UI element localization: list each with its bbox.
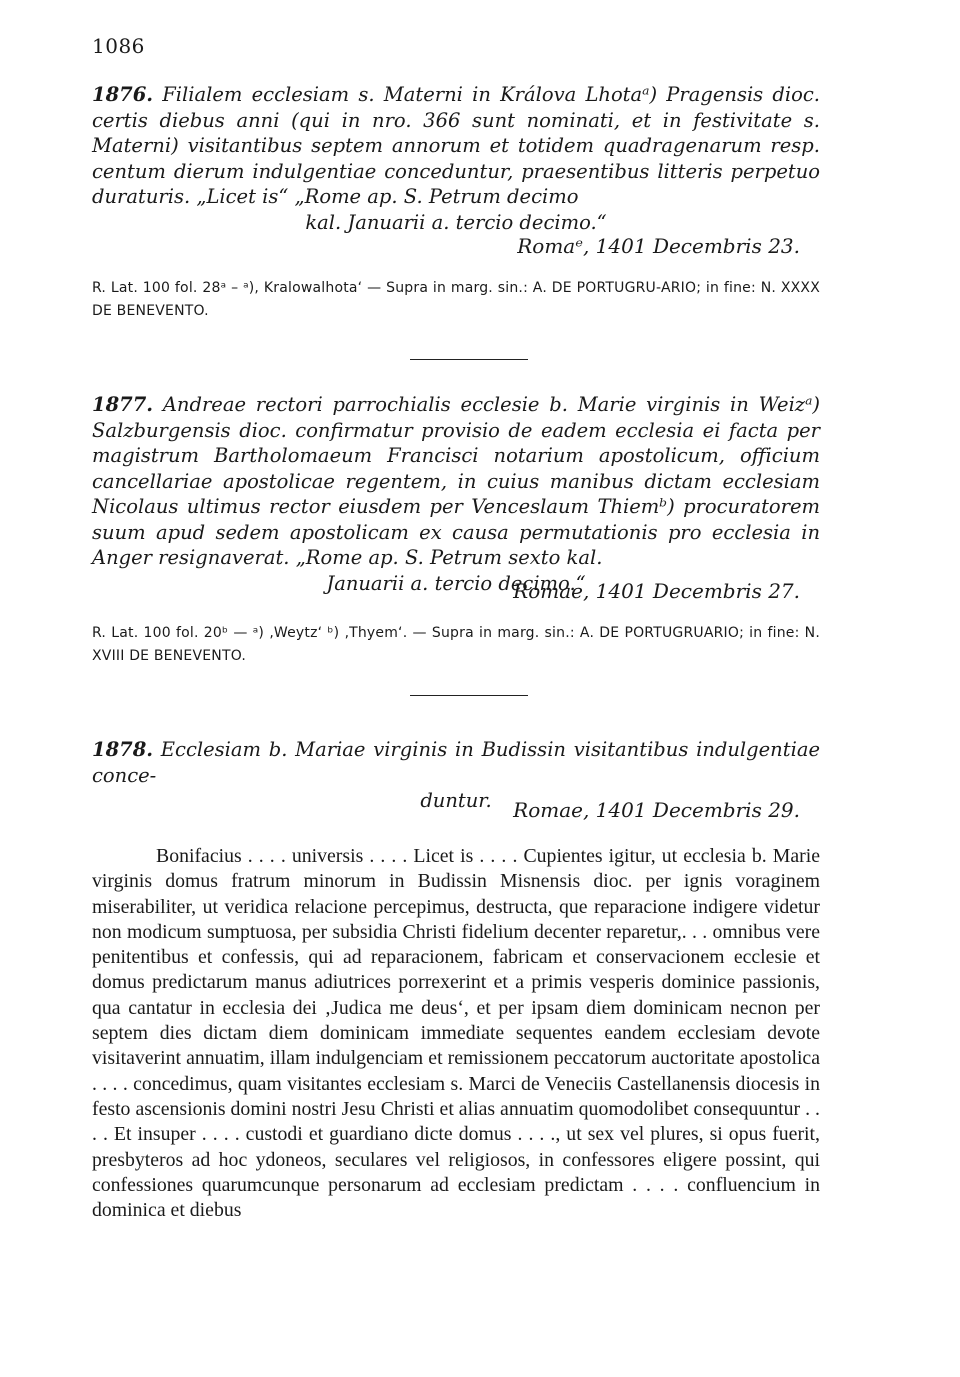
entry-1878-number: 1878.	[92, 738, 154, 761]
entry-1876-note: R. Lat. 100 fol. 28ᵃ – ᵃ), Kralowalhota‘ — Supra in marg. sin.: A. DE PORTUGRU-ARIO; in fine: N. XXXX DE BENEVENTO.	[92, 280, 820, 319]
entry-1876-text-last: kal. Januarii a. tercio decimo.“	[305, 210, 607, 234]
entry-1877-note: R. Lat. 100 fol. 20ᵇ — ᵃ) ‚Weytz‘ ᵇ) ‚Thyem‘. — Supra in marg. sin.: A. DE PORTUGRUARIO; in fine: N. XVIII DE BENEVENTO.	[92, 625, 820, 664]
separator-rule	[410, 695, 528, 696]
entry-1878-text: Ecclesiam b. Mariae virginis in Budissin visitantibus indulgentiae conce-	[92, 738, 820, 787]
entry-1878-body-paragraph: Bonifacius . . . . universis . . . . Licet is . . . . Cupientes igitur, ut ecclesia b. Marie virginis domus fratrum minorum in Budissin Misnensis dioc. per ignis voraginem miserabiliter, ut veridica relacione percepimus, destructa, que reparacione indigere videtur non modicum sumptuosa, per subsidia Christi fidelium decenter reparetur,. . . omnibus vere penitentibus et confessis, qui ad reparacionem, fabricam et conservacionem ecclesie et domus predictarum manus adiutrices porrexerint et a primis vesperis dominice passionis, qua cantatur in ecclesia dei ‚Judica me deus‘, et per ipsam diem dominicam necnon per septem dies dictam diem dominicam immediate sequentes eandem ecclesiam devote visitaverint annuatim, illam indulgenciam et remissionem peccatorum auctoritate apostolica . . . . concedimus, quam visitantes ecclesiam s. Marci de Veneciis Castellanensis diocesis in festo ascensionis domini nostri Jesu Christi et alias annuatim quomodolibet consequuntur . . . . Et insuper . . . . custodi et guardiano dicte domus . . . ., ut sex vel plures, si opus fuerit, presbyteros ad hoc ydoneos, seculares vel religiosos, in confessores eligere possint, qui confessiones quarumcunque personarum ad ecclesiam predictam . . . . confluencium in dominica et diebus	[92, 845, 820, 1222]
entry-1878-body	[92, 844, 820, 1223]
page-number: 1086	[92, 34, 145, 58]
entry-1877-text-last: Januarii a. tercio decimo.“	[326, 571, 586, 595]
entry-1876-number: 1876.	[92, 83, 154, 106]
separator-rule	[410, 359, 528, 360]
entry-1876-date: Romaᵉ, 1401 Decembris 23.	[517, 234, 800, 258]
entry-1877-number: 1877.	[92, 393, 154, 416]
entry-1876-heading	[92, 82, 820, 235]
entry-1877-date: Romae, 1401 Decembris 27.	[513, 579, 800, 603]
entry-1876-text: Filialem ecclesiam s. Materni in Králova Lhotaᵃ) Pragensis dioc. certis diebus anni (qui in nro. 366 sunt nominati, et in festivitate s. Materni) visitantibus septem annorum et totidem quadragenarum resp. centum dierum indulgentiae conceduntur, praesentibus litteris perpetuo duraturis. „Licet is“ „Rome ap. S. Petrum decimo	[92, 83, 820, 208]
entry-1877-heading	[92, 392, 820, 596]
entry-1878-date: Romae, 1401 Decembris 29.	[513, 798, 800, 822]
entry-1878-text-last: duntur.	[420, 789, 492, 812]
entry-1877-text: Andreae rectori parrochialis ecclesie b. Marie virginis in Weizᵃ) Salzburgensis dioc. confirmatur provisio de eadem ecclesia ei facta per magistrum Bartholomaeum Francisci notarium apostolicum, officium cancellariae apostolicae regentem, in cuius manibus dictam ecclesiam Nicolaus ultimus rector eiusdem per Venceslaum Thiemᵇ) procuratorem suum apud sedem apostolicam ex causa permutationis pro ecclesia in Anger resignaverat. „Rome ap. S. Petrum sexto kal.	[92, 393, 821, 569]
